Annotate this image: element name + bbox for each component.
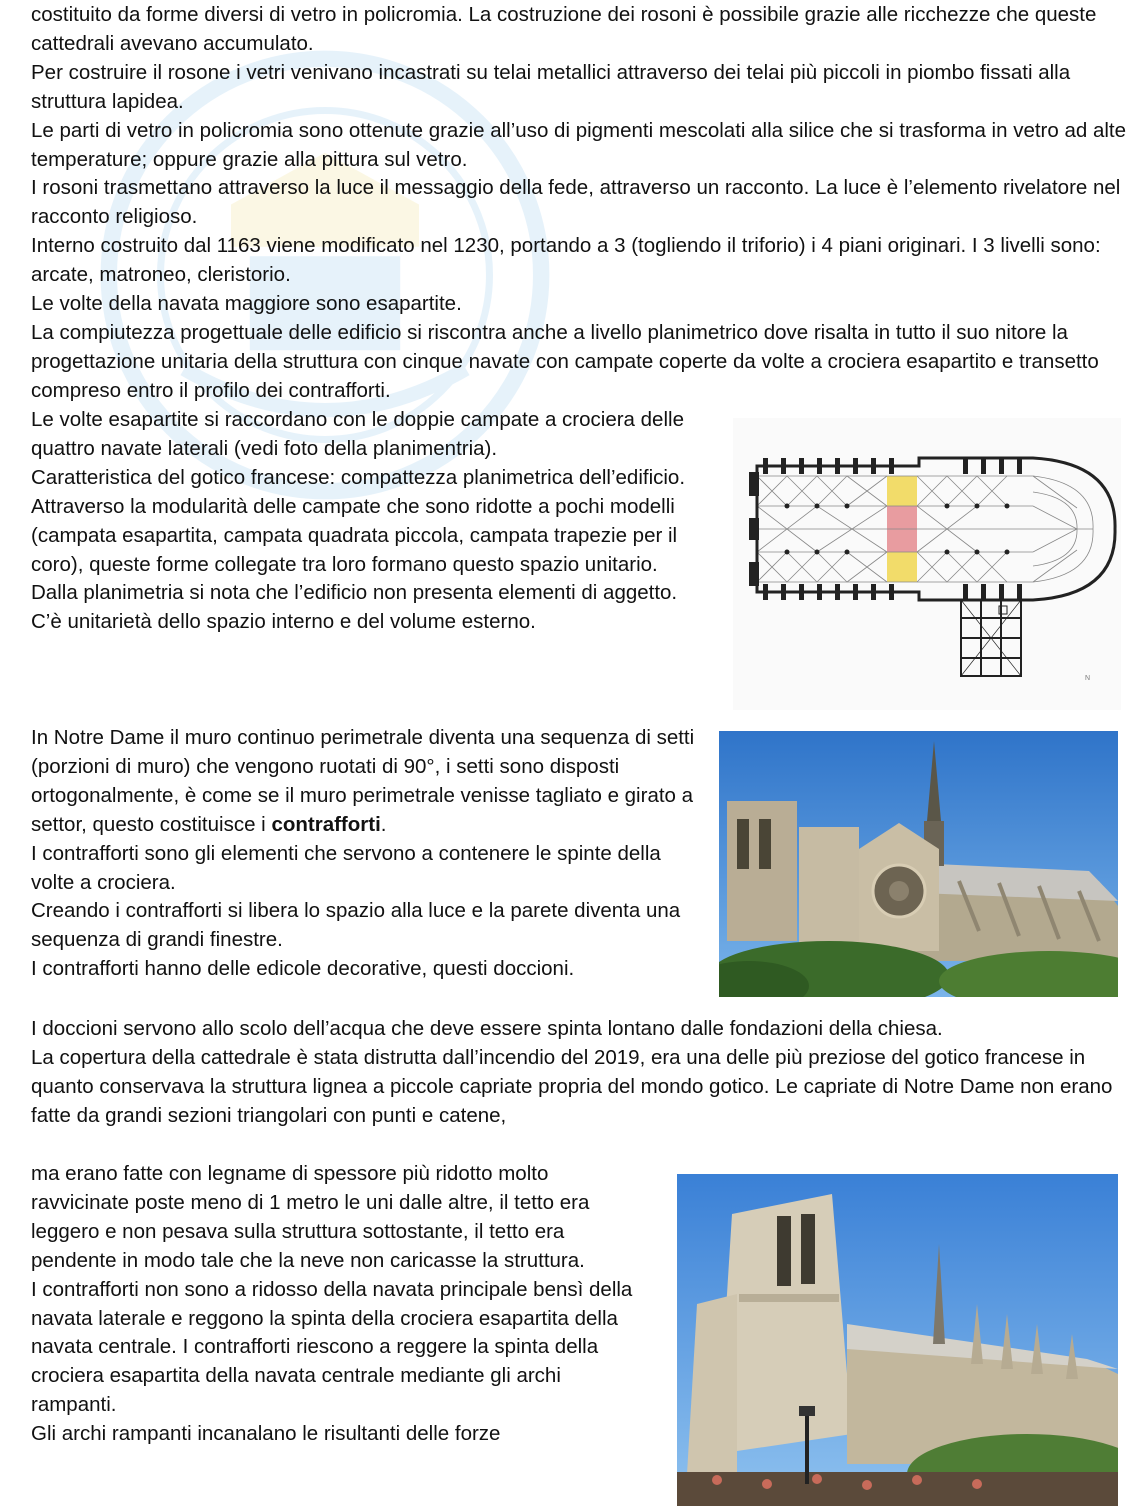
paragraph: I doccioni servono allo scolo dell’acqua che deve essere spinta lontano dalle fondazioni della chiesa.	[31, 1017, 943, 1040]
paragraph: costituito da forme diversi di vetro in policromia. La costruzione dei rosoni è possibile grazie alle ricchezze che queste cattedrali avevano accumulato.	[31, 3, 1097, 55]
paragraph: Dalla planimetria si nota che l’edificio non presenta elementi di aggetto. C’è unitarietà dello spazio interno e del volume esterno.	[31, 581, 678, 634]
svg-text:N: N	[1085, 675, 1091, 682]
bold-term: contrafforti	[271, 812, 381, 836]
paragraph	[31, 724, 696, 840]
paragraph: I contrafforti non sono a ridosso della navata principale bensì della navata laterale e reggono la spinta della crociera esapartita della navata centrale. I contrafforti riescono a reggere la spinta della crociera esapartita della navata centrale mediante gli archi rampanti.	[31, 1277, 633, 1417]
floor-plan-drawing-icon	[733, 418, 1121, 710]
paragraph: La copertura della cattedrale è stata distrutta dall’incendio del 2019, era una delle più preziose del gotico francese in quanto conservava la struttura lignea a piccole capriate propria del mondo gotico. Le capriate di Notre Dame non erano fatte da grandi sezioni triangolari con punti e catene,	[31, 1045, 1113, 1127]
copertura-text	[31, 1015, 1131, 1131]
paragraph: Interno costruito dal 1163 viene modificato nel 1230, portando a 3 (togliendo il triforio) i 4 piani originari. I 3 livelli sono: arcate, matroneo, cleristorio.	[31, 234, 1101, 287]
cathedral-side-photo-icon	[719, 731, 1118, 997]
intro-text	[31, 1, 1131, 406]
contrafforti-text	[31, 724, 696, 984]
paragraph: Gli archi rampanti incanalano le risultanti delle forze	[31, 1422, 501, 1446]
archi-rampanti-text	[31, 1160, 651, 1449]
floorplan-text	[31, 406, 691, 637]
paragraph: Le volte esapartite si raccordano con le doppie campate a crociera delle quattro navate laterali (vedi foto della planimentria).	[31, 408, 684, 460]
paragraph: Caratteristica del gotico francese: compattezza planimetrica dell’edificio. Attraverso la modularità delle campate che sono ridotte a pochi modelli (campata esapartita, campata quadrata piccola, campata trapezie per il coro), queste forme collegate tra loro formano questo spazio unitario.	[31, 465, 686, 576]
paragraph: Le volte della navata maggiore sono esapartite.	[31, 292, 462, 316]
paragraph: I rosoni trasmettano attraverso la luce il messaggio della fede, attraverso un racconto. La luce è l’elemento rivelatore nel racconto religioso.	[31, 176, 1121, 229]
paragraph: La compiutezza progettuale delle edificio si riscontra anche a livello planimetrico dove risalta in tutto il suo nitore la progettazione unitaria della struttura con cinque navate con campate coperte da volte a crociera esapartito e transetto compreso entro il profilo dei contrafforti.	[31, 320, 1099, 402]
paragraph: Le parti di vetro in policromia sono ottenute grazie all’uso di pigmenti mescolati alla silice che si trasforma in vetro ad alte temperature; oppure grazie alla pittura sul vetro.	[31, 118, 1127, 171]
text-run: .	[380, 812, 387, 836]
cathedral-facade-photo-icon	[677, 1174, 1118, 1506]
paragraph: Creando i contrafforti si libera lo spazio alla luce e la parete diventa una sequenza di grandi finestre.	[31, 899, 681, 952]
paragraph: ma erano fatte con legname di spessore più ridotto molto ravvicinate poste meno di 1 metro le uni dalle altre, il tetto era leggero e non pesava sulla struttura sottostante, il tetto era pendente in modo tale che la neve non caricasse la struttura.	[31, 1162, 590, 1272]
floorplan-figure	[733, 418, 1121, 710]
paragraph: Per costruire il rosone i vetri venivano incastrati su telai metallici attraverso dei telai più piccoli in piombo fissati alla struttura lapidea.	[31, 60, 1071, 113]
cathedral-side-photo	[719, 731, 1118, 997]
cathedral-facade-photo	[677, 1174, 1118, 1506]
paragraph: I contrafforti sono gli elementi che servono a contenere le spinte della volte a crociera.	[31, 841, 661, 894]
text-run: In Notre Dame il muro continuo perimetrale diventa una sequenza di setti (porzioni di muro) che vengono ruotati di 90°, i setti sono disposti ortogonalmente, è come se il muro perimetrale venisse tagliato e girato a settor, questo costituisce i	[31, 726, 695, 836]
paragraph: I contrafforti hanno delle edicole decorative, questi doccioni.	[31, 957, 575, 981]
